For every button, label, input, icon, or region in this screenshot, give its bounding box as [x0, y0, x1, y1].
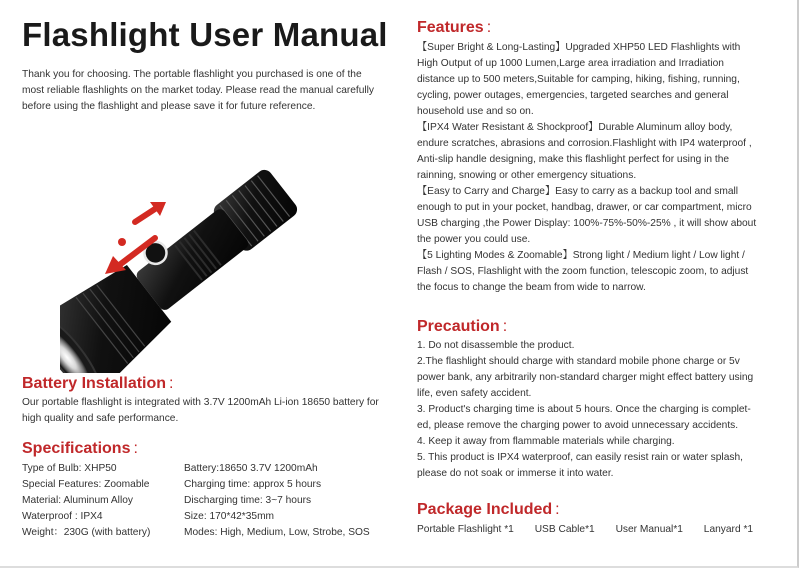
features-heading-text: Features [417, 19, 484, 36]
spec-item: Discharging time: 3~7 hours [184, 495, 312, 506]
specifications-heading-text: Specifications [22, 440, 131, 457]
package-items [417, 524, 771, 535]
package-heading-colon: : [555, 501, 560, 518]
features-line: Anti-slip handle designing, make this flashlight perfect for using in the [417, 154, 730, 165]
package-item: Lanyard *1 [703, 524, 754, 535]
features-line: household use and so on. [417, 106, 534, 117]
features-line: 【Super Bright & Long-Lasting】Upgraded XHP50 LED Flashlights with [417, 42, 741, 53]
spec-item: Charging time: approx 5 hours [184, 479, 322, 490]
features-line: High Output of up 1000 Lumen,Large area irradiation and Irradiation [417, 58, 724, 69]
features-line: USB charging ,the Power Display: 100%-75%-50%-25% , it will show about [417, 218, 757, 229]
spec-item: Type of Bulb: XHP50 [22, 463, 117, 474]
features-list [417, 40, 756, 296]
precaution-heading-colon: : [502, 318, 508, 335]
features-line: 【Easy to Carry and Charge】Easy to carry as a backup tool and small [417, 186, 739, 197]
precaution-list [417, 338, 753, 482]
spec-item: Size: 170*42*35mm [184, 511, 275, 522]
precaution-line: 3. Product's charging time is about 5 hours. Once the charging is complet- [417, 404, 751, 415]
specs-left-column [22, 461, 150, 541]
package-heading-text: Package Included [417, 501, 553, 518]
precaution-line: 4. Keep it away from flammable materials while charging. [417, 436, 675, 447]
features-line: the focus to change the beam from wide to narrow. [417, 282, 646, 293]
features-heading-colon: : [486, 19, 492, 36]
features-line: distance up to 500 meters,Suitable for camping, hiking, fishing, running, [417, 74, 740, 85]
spec-item: Battery:18650 3.7V 1200mAh [184, 463, 318, 474]
features-line: enough to put in your pocket, handbag, drawer, or car compartment, micro [417, 202, 752, 213]
package-item: Portable Flashlight *1 [417, 524, 514, 535]
battery-heading-text: Battery Installation [22, 375, 167, 392]
intro-text: Thank you for choosing. The portable flashlight you purchased is one of the most reliable flashlights on the market today. Please read the manual carefully before using the flashlight and please save it for future reference. [22, 69, 375, 112]
features-line: rainning, snowing or other emergency situations. [417, 170, 637, 181]
battery-heading-colon: : [169, 375, 174, 392]
precaution-line: 5. This product is IPX4 waterproof, can easily resist rain or water splash, [417, 452, 743, 463]
battery-heading [22, 375, 173, 393]
features-line: 【IPX4 Water Resistant & Shockproof】Durable Aluminum alloy body, [417, 122, 733, 133]
precaution-line: please do not soak or immerse it into water. [417, 468, 614, 479]
features-heading [417, 19, 491, 37]
spec-item: Special Features: Zoomable [22, 479, 150, 490]
flashlight-image [60, 118, 360, 373]
features-line: endure scratches, abrasions and corrosion.Flashlight with IP4 waterproof , [417, 138, 752, 149]
precaution-line: 2.The flashlight should charge with standard mobile phone charge or 5v [417, 356, 740, 367]
precaution-line: power bank, any arbitrarily non-standard charger might effect battery using [417, 372, 754, 383]
package-heading [417, 501, 560, 519]
spec-item: Waterproof : IPX4 [22, 511, 103, 522]
precaution-line: life, even safety accident. [417, 388, 532, 399]
spec-item: Weight：230G (with battery) [22, 527, 151, 538]
features-line: 【5 Lighting Modes & Zoomable】Strong light / Medium light / Low light / [417, 250, 745, 261]
specifications-heading-colon: : [133, 440, 138, 457]
package-item: User Manual*1 [615, 524, 683, 535]
features-line: Flash / SOS, Flashlight with the zoom function, telescopic zoom, to adjust [417, 266, 749, 277]
precaution-heading-text: Precaution [417, 318, 500, 335]
features-line: the power you could use. [417, 234, 531, 245]
precaution-line: 1. Do not disassemble the product. [417, 340, 575, 351]
package-item: USB Cable*1 [534, 524, 595, 535]
battery-text: Our portable flashlight is integrated with 3.7V 1200mAh Li-ion 18650 battery for high quality and safe performance. [22, 397, 379, 424]
precaution-heading [417, 318, 507, 336]
features-line: cycling, power outages, emergencies, targeted searches and general [417, 90, 729, 101]
specs-right-column [184, 461, 370, 541]
precaution-line: ed, please remove the charging power to avoid unnecessary accidents. [417, 420, 739, 431]
spec-item: Modes: High, Medium, Low, Strobe, SOS [184, 527, 370, 538]
specifications-heading [22, 440, 138, 458]
page-title: Flashlight User Manual [22, 16, 388, 53]
spec-item: Material: Aluminum Alloy [22, 495, 133, 506]
